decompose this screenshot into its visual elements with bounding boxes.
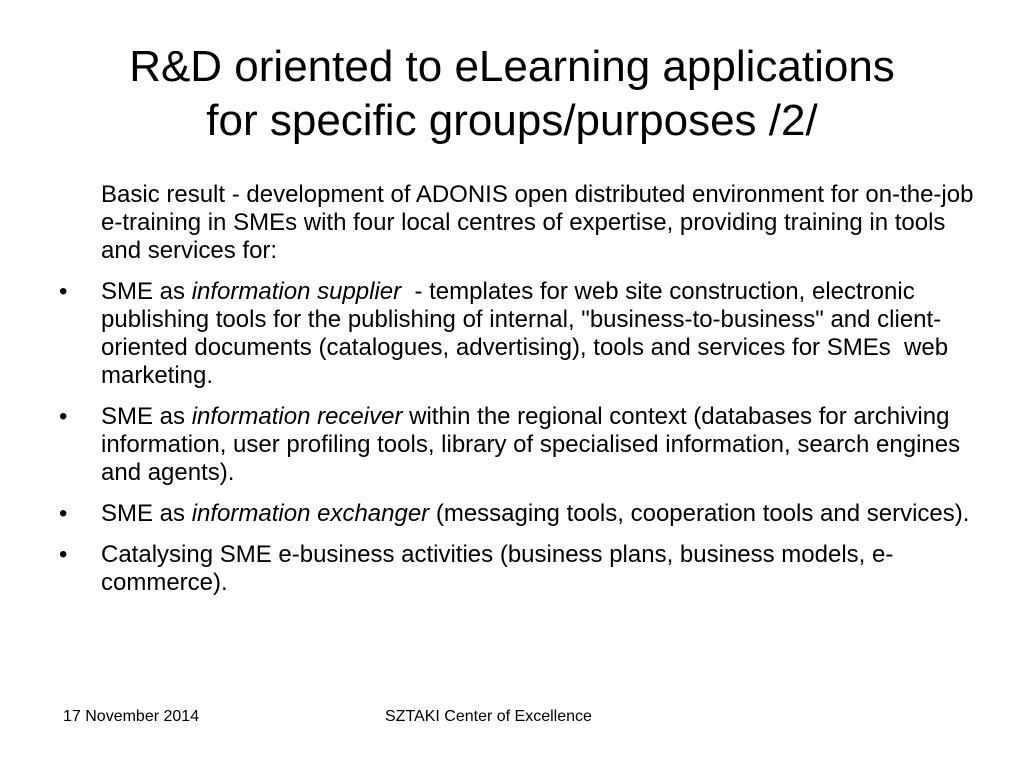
bullet-emphasis: information supplier [191, 278, 402, 305]
slide-title-line-2: for specific groups/purposes /2/ [206, 96, 818, 145]
bullet-icon: • [59, 541, 68, 568]
bullet-item-information-receiver [59, 403, 1001, 487]
slide-title [40, 40, 984, 148]
bullet-prefix: SME as [101, 278, 192, 305]
bullet-item-information-exchanger [59, 500, 1001, 528]
intro-paragraph: Basic result - development of ADONIS open distributed environment for on-the-job e-training in SMEs with four local centres of expertise, providing training in tools and services for: [101, 181, 974, 264]
bullet-icon: • [59, 500, 68, 527]
bullet-emphasis: information exchanger [191, 500, 430, 527]
slide-body [0, 181, 1024, 610]
bullet-emphasis: information receiver [191, 403, 403, 430]
bullet-text: (messaging tools, cooperation tools and services). [429, 500, 970, 527]
footer-date: 17 November 2014 [63, 708, 200, 725]
bullet-text: - templates for web site construction, electronic publishing tools for the publishing of internal, "business-to-business" and client-oriented documents (catalogues, advertising), tools and services for SMEs web marketing. [101, 278, 955, 389]
bullet-prefix: SME as [101, 403, 192, 430]
slide-title-line-1: R&D oriented to eLearning applications [129, 42, 895, 91]
bullet-icon: • [59, 278, 68, 305]
footer-organization: SZTAKI Center of Excellence [385, 708, 592, 725]
bullet-prefix: SME as [101, 500, 192, 527]
bullet-item-catalysing-e-business [59, 541, 1001, 597]
bullet-list [0, 278, 1024, 597]
bullet-item-information-supplier [59, 278, 1001, 390]
bullet-text: Catalysing SME e-business activities (business plans, business models, e-commerce). [101, 541, 894, 596]
bullet-text: within the regional context (databases for archiving information, user profiling tools, library of specialised information, search engines and agents). [101, 403, 961, 486]
bullet-icon: • [59, 403, 68, 430]
